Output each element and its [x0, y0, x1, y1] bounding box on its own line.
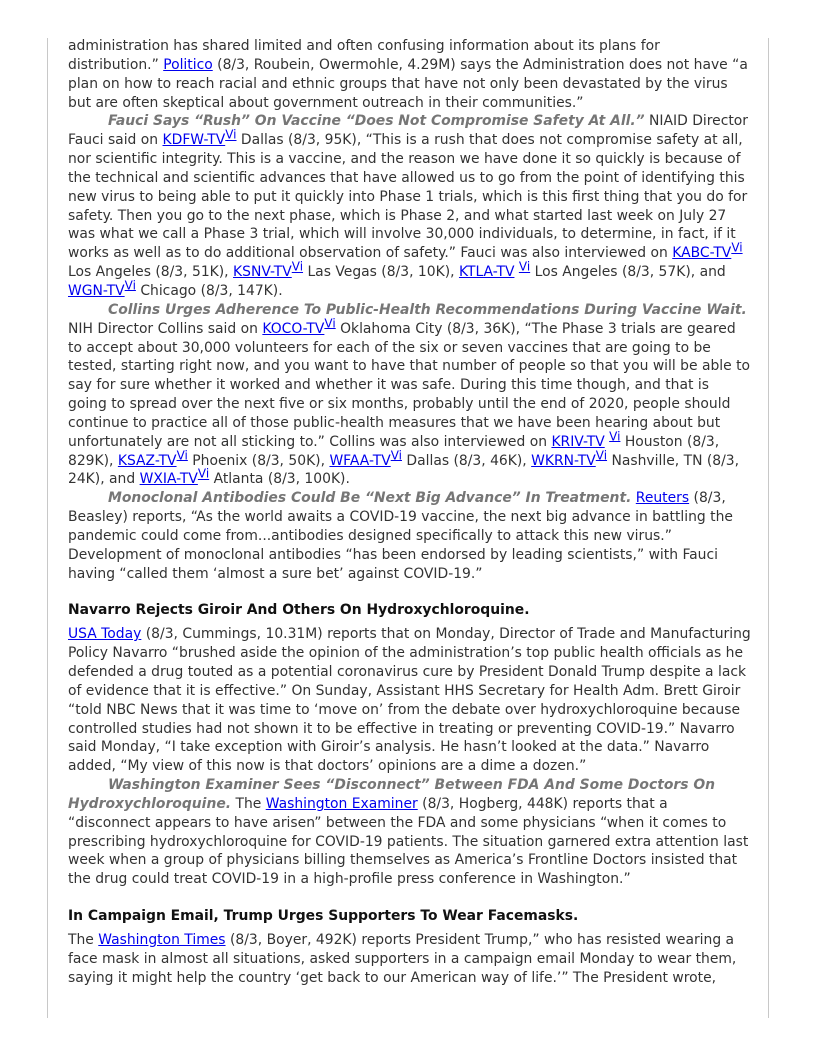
- section-heading-trump-masks: In Campaign Email, Trump Urges Supporters To Wear Facemasks.: [68, 908, 579, 925]
- paragraph-fauci: Fauci Says “Rush” On Vaccine “Does Not Compromise Safety At All.” NIAID Director Fauci said on KDFW-TVVi Dallas (8/3, 95K), “This is a rush that does not compromise safety at all, nor scientific integrity. This is a vaccine, and the reason we have done it so quickly is because of the technical and scientific advances that have allowed us to go from the point of identifying this new virus to being able to put it quickly into Phase 1 trials, which is this first thing that you do for safety. Then you go to the next phase, which is Phase 2, and what started last week on July 27 was what we call a Phase 3 trial, which will involve 30,000 individuals, to determine, in fact, if it works as well as to do additional observation of safety.” Fauci was also interviewed on KABC-TVVi Los Angeles (8/3, 51K), KSNV-TVVi Las Vegas (8/3, 10K), KTLA-TV Vi Los Angeles (8/3, 57K), and WGN-TVVi Chicago (8/3, 147K).: [68, 113, 749, 299]
- story-lead-fauci: Fauci Says “Rush” On Vaccine “Does Not Compromise Safety At All.”: [108, 113, 645, 130]
- video-icon[interactable]: Vi: [225, 127, 237, 142]
- source-link-koco[interactable]: KOCO-TV: [262, 320, 325, 337]
- story-lead-collins: Collins Urges Adherence To Public-Health Recommendations During Vaccine Wait.: [108, 301, 747, 318]
- video-icon[interactable]: Vi: [518, 259, 531, 274]
- paragraph-navarro: USA Today (8/3, Cummings, 10.31M) reports that on Monday, Director of Trade and Manufacturing Policy Navarro “brushed aside the opinion of the administration’s top public health officials as he defended a drug touted as a potential coronavirus cure by President Donald Trump despite a lack of evidence that it is effective.” On Sunday, Assistant HHS Secretary for Health Adm. Brett Giroir “told NBC News that it was time to ‘move on’ from the debate over hydroxychloroquine because controlled studies had not shown it to be effective in treating or preventing COVID-19.” Navarro said Monday, “I take exception with Giroir’s analysis. He hasn’t looked at the data.” Navarro added, “My view of this now is that doctors’ opinions are a dime a dozen.”: [68, 626, 751, 775]
- video-icon[interactable]: Vi: [390, 447, 402, 462]
- source-link-kdfw[interactable]: KDFW-TV: [162, 132, 226, 149]
- paragraph-collins: Collins Urges Adherence To Public-Health Recommendations During Vaccine Wait. NIH Director Collins said on KOCO-TVVi Oklahoma City (8/3, 36K), “The Phase 3 trials are geared to accept about 30,000 volunteers for each of the six or seven vaccines that are going to be tested, starting right now, and you want to have that number of people so that you will be able to say for sure whether it worked and whether it was safe. During this time though, and that is going to spread over the next five or six months, probably until the end of 2020, people should continue to practice all of those public-health measures that we have been hearing about but unfortunately are not all sticking to.” Collins was also interviewed on KRIV-TV Vi Houston (8/3, 829K), KSAZ-TVVi Phoenix (8/3, 50K), WFAA-TVVi Dallas (8/3, 46K), WKRN-TVVi Nashville, TN (8/3, 24K), and WXIA-TVVi Atlanta (8/3, 100K).: [68, 301, 751, 488]
- source-link-kriv[interactable]: KRIV-TV: [551, 433, 605, 450]
- source-link-ktla[interactable]: KTLA-TV: [458, 264, 515, 281]
- document-body: [68, 37, 751, 988]
- source-link-wkrn[interactable]: WKRN-TV: [531, 452, 596, 469]
- paragraph-examiner: Washington Examiner Sees “Disconnect” Between FDA And Some Doctors On Hydroxychloroquine. The Washington Examiner (8/3, Hogberg, 448K) reports that a “disconnect appears to have arisen” between the FDA and some physicians “when it comes to prescribing hydroxychloroquine for COVID-19 patients. The situation garnered extra attention last week when a group of physicians billing themselves as America’s Frontline Doctors insisted that the drug could treat COVID-19 in a high-profile press conference in Washington.”: [68, 777, 749, 888]
- paragraph-antibodies: Monoclonal Antibodies Could Be “Next Big Advance” In Treatment. Reuters (8/3, Beasley) reports, “As the world awaits a COVID-19 vaccine, the next big advance in battling the pandemic could come from...antibodies designed specifically to attack this new virus.” Development of monoclonal antibodies “has been endorsed by leading scientists,” with Fauci having “called them ‘almost a sure bet’ against COVID-19.”: [68, 490, 733, 582]
- source-link-ksaz[interactable]: KSAZ-TV: [117, 452, 177, 469]
- section-heading-navarro: Navarro Rejects Giroir And Others On Hydroxychloroquine.: [68, 602, 530, 619]
- video-icon[interactable]: Vi: [609, 429, 621, 444]
- paragraph-trump-masks: The Washington Times (8/3, Boyer, 492K) reports President Trump,” who has resisted wearing a face mask in almost all situations, asked supporters in a campaign email Monday to wear them, saying it might help the country ‘get back to our American way of life.’” The President wrote,: [68, 931, 737, 986]
- source-link-ksnv[interactable]: KSNV-TV: [233, 264, 292, 281]
- video-icon[interactable]: Vi: [124, 278, 136, 293]
- source-link-reuters[interactable]: Reuters: [635, 490, 690, 507]
- right-margin-rule: [768, 38, 769, 1018]
- paragraph-politico: administration has shared limited and often confusing information about its plans for distribution.” Politico (8/3, Roubein, Owermohle, 4.29M) says the Administration does not have “a plan on how to reach racial and ethnic groups that have not only been devastated by the virus but are often skeptical about government outreach in their communities.”: [68, 38, 748, 111]
- source-link-wgn[interactable]: WGN-TV: [68, 282, 125, 299]
- video-icon[interactable]: Vi: [197, 466, 210, 481]
- source-link-wfaa[interactable]: WFAA-TV: [329, 452, 391, 469]
- video-icon[interactable]: Vi: [176, 447, 188, 462]
- video-icon[interactable]: Vi: [595, 447, 608, 462]
- left-margin-rule: [47, 38, 48, 1018]
- source-link-washington-times[interactable]: Washington Times: [98, 931, 226, 948]
- story-lead-antibodies: Monoclonal Antibodies Could Be “Next Big Advance” In Treatment.: [108, 490, 632, 507]
- video-icon[interactable]: Vi: [291, 259, 304, 274]
- source-link-kabc[interactable]: KABC-TV: [672, 245, 732, 262]
- source-link-politico[interactable]: Politico: [163, 56, 213, 73]
- source-link-wxia[interactable]: WXIA-TV: [139, 471, 198, 488]
- video-icon[interactable]: Vi: [324, 316, 336, 331]
- source-link-washington-examiner[interactable]: Washington Examiner: [265, 795, 418, 812]
- video-icon[interactable]: Vi: [731, 240, 743, 255]
- story-lead-examiner: Washington Examiner Sees “Disconnect” Between FDA And Some Doctors On Hydroxychloroquine.: [68, 777, 716, 812]
- source-link-usa-today[interactable]: USA Today: [68, 626, 142, 643]
